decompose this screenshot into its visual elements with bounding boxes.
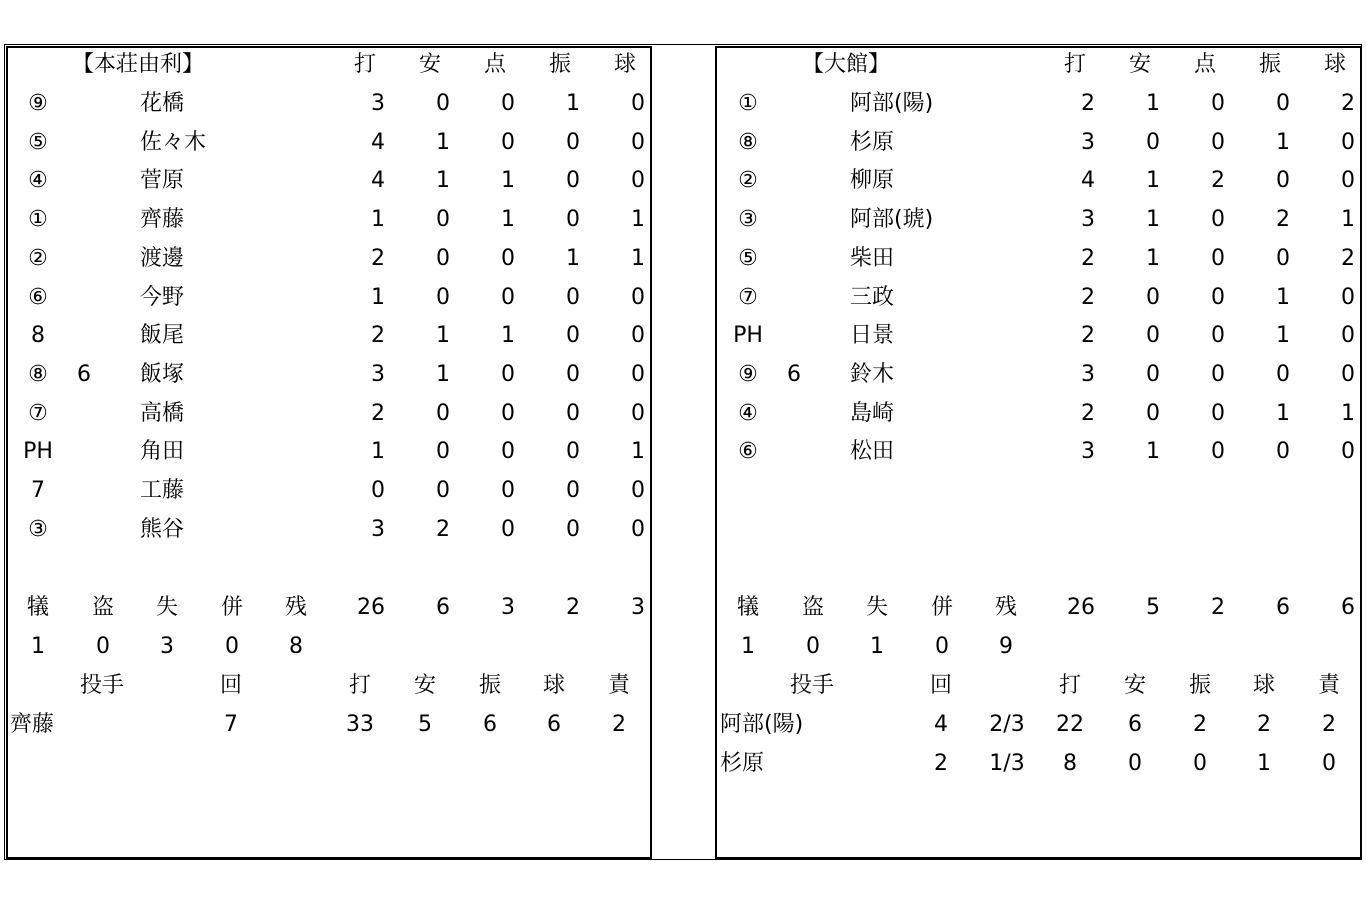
stat-header: 打	[353, 52, 376, 77]
innings-header: 回	[929, 673, 952, 698]
batting-total: 3	[631, 595, 645, 620]
player-name: 三政	[850, 284, 895, 310]
batting-stat: 0	[1146, 129, 1160, 155]
batting-total: 3	[501, 595, 515, 620]
batting-stat: 1	[1276, 129, 1290, 155]
batting-stat: 0	[1146, 400, 1160, 426]
batting-stat: 0	[1276, 361, 1290, 387]
batting-stat: 0	[436, 91, 450, 116]
batting-stat: 1	[566, 91, 580, 116]
pitcher-name: 杉原	[720, 751, 765, 776]
batting-stat: 0	[1211, 91, 1225, 116]
stat-header: 振	[548, 52, 571, 77]
batting-stat: 0	[436, 284, 450, 310]
batting-stat: 2	[1341, 245, 1355, 271]
batting-stat: 1	[436, 168, 450, 194]
summary-label: 失	[155, 595, 178, 620]
pitching-stat-header: 球	[1252, 673, 1275, 698]
player-name: 杉原	[850, 129, 895, 155]
summary-value: 0	[225, 634, 239, 659]
batting-stat: 1	[566, 245, 580, 271]
pitching-stat-header: 責	[607, 673, 630, 698]
batting-stat: 1	[631, 207, 645, 233]
batting-stat: 2	[1081, 323, 1095, 349]
batting-total: 6	[1341, 595, 1355, 620]
batting-stat: 1	[1276, 400, 1290, 426]
pitching-stat-header: 安	[1123, 673, 1146, 698]
batting-stat: 2	[1081, 284, 1095, 310]
pitching-stat: 0	[1322, 751, 1336, 776]
summary-value: 0	[806, 634, 820, 659]
pitching-stat: 6	[547, 712, 561, 737]
player-name: 日景	[850, 323, 895, 349]
batting-stat: 2	[371, 323, 385, 349]
pitching-stat: 33	[346, 712, 374, 737]
summary-label: 併	[930, 595, 953, 620]
batting-stat: 0	[1211, 361, 1225, 387]
pitching-stat-header: 安	[413, 673, 436, 698]
pitching-stat: 2	[1193, 712, 1207, 737]
batting-stat: 2	[1341, 91, 1355, 116]
batting-stat: 4	[371, 168, 385, 194]
batting-stat: 0	[501, 91, 515, 116]
player-name: 渡邊	[140, 245, 185, 271]
batting-stat: 0	[566, 361, 580, 387]
batting-stat: 1	[501, 207, 515, 233]
batting-stat: 0	[1276, 439, 1290, 465]
innings-header: 回	[219, 673, 242, 698]
batting-stat: 0	[1211, 323, 1225, 349]
summary-value: 1	[870, 634, 884, 659]
batting-stat: 0	[566, 439, 580, 465]
batting-stat: 2	[371, 245, 385, 271]
batting-order-position: 8	[31, 323, 45, 349]
stat-header: 点	[1193, 52, 1216, 77]
pitcher-name: 齊藤	[10, 712, 55, 737]
batting-order-position: ③	[28, 516, 48, 542]
batting-stat: 0	[1341, 323, 1355, 349]
batting-stat: 1	[1146, 168, 1160, 194]
batting-stat: 3	[1081, 439, 1095, 465]
player-name: 今野	[140, 284, 185, 310]
summary-value: 3	[160, 634, 174, 659]
summary-value: 1	[31, 634, 45, 659]
pitching-stat: 2	[612, 712, 626, 737]
summary-label: 犠	[26, 595, 49, 620]
pitching-stat-header: 打	[1058, 673, 1081, 698]
summary-label: 併	[220, 595, 243, 620]
batting-order-position: ②	[738, 168, 758, 194]
pitching-stat: 6	[1128, 712, 1142, 737]
batting-stat: 0	[371, 478, 385, 503]
summary-value: 0	[935, 634, 949, 659]
batting-stat: 0	[501, 284, 515, 310]
batting-stat: 2	[436, 516, 450, 542]
batting-stat: 0	[1341, 361, 1355, 387]
batting-total: 6	[436, 595, 450, 620]
batting-stat: 4	[1081, 168, 1095, 194]
batting-stat: 0	[566, 323, 580, 349]
batting-stat: 0	[1211, 129, 1225, 155]
pitching-stat: 2	[1322, 712, 1336, 737]
batting-total: 2	[1211, 595, 1225, 620]
batting-stat: 0	[566, 516, 580, 542]
batting-order-position: ⑧	[738, 129, 758, 155]
batting-order-position: ⑨	[738, 361, 758, 387]
batting-stat: 0	[631, 91, 645, 116]
batting-stat: 2	[1211, 168, 1225, 194]
batting-order-position: ③	[738, 207, 758, 233]
summary-label: 盗	[91, 595, 114, 620]
stat-header: 打	[1063, 52, 1086, 77]
stat-header: 球	[1323, 52, 1346, 77]
summary-label: 残	[284, 595, 307, 620]
pitching-stat: 0	[1193, 751, 1207, 776]
batting-stat: 3	[1081, 207, 1095, 233]
batting-stat: 3	[1081, 361, 1095, 387]
batting-stat: 0	[1341, 284, 1355, 310]
batting-stat: 0	[1341, 129, 1355, 155]
batting-stat: 0	[436, 439, 450, 465]
batting-stat: 1	[1341, 207, 1355, 233]
pitcher-innings: 7	[224, 712, 238, 737]
batting-stat: 0	[1211, 207, 1225, 233]
batting-stat: 3	[371, 516, 385, 542]
batting-stat: 1	[1146, 245, 1160, 271]
batting-order-position: ⑧	[28, 361, 48, 387]
player-name: 齊藤	[140, 207, 185, 233]
pitching-stat: 5	[418, 712, 432, 737]
summary-label: 失	[865, 595, 888, 620]
batting-stat: 0	[1341, 439, 1355, 465]
player-name: 菅原	[140, 168, 185, 194]
batting-stat: 0	[631, 516, 645, 542]
pitcher-innings-fraction: 2/3	[989, 712, 1025, 737]
player-name: 工藤	[140, 478, 185, 503]
batting-stat: 0	[1211, 245, 1225, 271]
pitcher-header: 投手	[789, 673, 834, 698]
pitcher-innings: 2	[934, 751, 948, 776]
batting-order-position: ⑨	[28, 91, 48, 116]
pitching-stat-header: 球	[542, 673, 565, 698]
batting-stat: 1	[371, 439, 385, 465]
player-name: 柳原	[850, 168, 895, 194]
pitching-stat: 6	[483, 712, 497, 737]
batting-stat: 1	[436, 361, 450, 387]
batting-order-position: ⑥	[738, 439, 758, 465]
player-name: 阿部(琥)	[850, 207, 934, 233]
batting-stat: 0	[566, 168, 580, 194]
stat-header: 振	[1258, 52, 1281, 77]
batting-order-position: ⑦	[28, 400, 48, 426]
batting-order-position: ⑦	[738, 284, 758, 310]
batting-stat: 0	[501, 245, 515, 271]
player-name: 花橋	[140, 91, 185, 116]
team-name: 【大館】	[801, 52, 890, 77]
stat-header: 点	[483, 52, 506, 77]
batting-stat: 0	[1276, 91, 1290, 116]
summary-value: 9	[999, 634, 1013, 659]
batting-stat: 2	[1276, 207, 1290, 233]
batting-order-position: ①	[28, 207, 48, 233]
player-name: 佐々木	[140, 129, 207, 155]
batting-order-position: ①	[738, 91, 758, 116]
batting-stat: 1	[501, 323, 515, 349]
batting-stat: 1	[436, 129, 450, 155]
batting-stat: 0	[1211, 400, 1225, 426]
batting-stat: 0	[1211, 284, 1225, 310]
pitcher-name: 阿部(陽)	[720, 712, 804, 737]
stat-header: 安	[1128, 52, 1151, 77]
player-name: 熊谷	[140, 516, 185, 542]
batting-stat: 1	[631, 439, 645, 465]
batting-stat: 0	[436, 478, 450, 503]
batting-total: 26	[357, 595, 385, 620]
pitcher-header: 投手	[79, 673, 124, 698]
batting-stat: 2	[1081, 400, 1095, 426]
stat-header: 安	[418, 52, 441, 77]
batting-stat: 0	[501, 129, 515, 155]
summary-label: 盗	[801, 595, 824, 620]
batting-order-position: ④	[28, 168, 48, 194]
batting-order-position: PH	[733, 323, 763, 349]
batting-stat: 4	[371, 129, 385, 155]
batting-stat: 0	[566, 400, 580, 426]
batting-stat: 2	[1081, 91, 1095, 116]
batting-stat: 0	[566, 207, 580, 233]
pitching-stat-header: 振	[1188, 673, 1211, 698]
substitute-position: 6	[77, 361, 91, 387]
batting-stat: 1	[371, 284, 385, 310]
team-name: 【本荘由利】	[71, 52, 204, 77]
player-name: 角田	[140, 439, 185, 465]
batting-order-position: ⑤	[28, 129, 48, 155]
batting-stat: 0	[1211, 439, 1225, 465]
batting-stat: 1	[1276, 284, 1290, 310]
batting-stat: 0	[436, 207, 450, 233]
batting-stat: 3	[371, 361, 385, 387]
batting-stat: 0	[631, 361, 645, 387]
batting-stat: 0	[501, 516, 515, 542]
batting-stat: 2	[1081, 245, 1095, 271]
batting-stat: 0	[631, 129, 645, 155]
player-name: 飯尾	[140, 323, 185, 349]
pitcher-innings-fraction: 1/3	[989, 751, 1025, 776]
batting-total: 2	[566, 595, 580, 620]
batting-stat: 0	[1146, 361, 1160, 387]
batting-total: 6	[1276, 595, 1290, 620]
batting-total: 26	[1067, 595, 1095, 620]
batting-stat: 0	[631, 478, 645, 503]
batting-order-position: ⑤	[738, 245, 758, 271]
batting-order-position: ②	[28, 245, 48, 271]
batting-stat: 1	[1276, 323, 1290, 349]
pitcher-innings: 4	[934, 712, 948, 737]
pitching-stat: 1	[1257, 751, 1271, 776]
batting-stat: 0	[501, 361, 515, 387]
batting-stat: 1	[1146, 207, 1160, 233]
batting-stat: 1	[1341, 400, 1355, 426]
summary-label: 残	[994, 595, 1017, 620]
batting-stat: 0	[436, 245, 450, 271]
substitute-position: 6	[787, 361, 801, 387]
pitching-stat-header: 責	[1317, 673, 1340, 698]
pitching-stat: 0	[1128, 751, 1142, 776]
player-name: 高橋	[140, 400, 185, 426]
batting-stat: 0	[1146, 284, 1160, 310]
stat-header: 球	[613, 52, 636, 77]
batting-stat: 1	[1146, 91, 1160, 116]
pitching-stat-header: 振	[478, 673, 501, 698]
batting-stat: 0	[631, 168, 645, 194]
pitching-stat-header: 打	[348, 673, 371, 698]
batting-order-position: PH	[23, 439, 53, 465]
player-name: 阿部(陽)	[850, 91, 934, 116]
batting-order-position: ⑥	[28, 284, 48, 310]
player-name: 飯塚	[140, 361, 185, 387]
batting-stat: 0	[501, 400, 515, 426]
pitching-stat: 22	[1056, 712, 1084, 737]
batting-stat: 0	[436, 400, 450, 426]
batting-stat: 0	[501, 478, 515, 503]
batting-order-position: 7	[31, 478, 45, 503]
batting-stat: 3	[1081, 129, 1095, 155]
batting-stat: 0	[1341, 168, 1355, 194]
batting-stat: 1	[1146, 439, 1160, 465]
batting-stat: 0	[501, 439, 515, 465]
batting-total: 5	[1146, 595, 1160, 620]
batting-stat: 0	[1146, 323, 1160, 349]
batting-stat: 1	[436, 323, 450, 349]
batting-stat: 1	[631, 245, 645, 271]
batting-stat: 0	[631, 323, 645, 349]
summary-value: 8	[289, 634, 303, 659]
pitching-stat: 8	[1063, 751, 1077, 776]
summary-value: 1	[741, 634, 755, 659]
batting-stat: 2	[371, 400, 385, 426]
batting-stat: 0	[631, 400, 645, 426]
batting-stat: 3	[371, 91, 385, 116]
batting-stat: 0	[1276, 245, 1290, 271]
batting-stat: 0	[631, 284, 645, 310]
batting-order-position: ④	[738, 400, 758, 426]
batting-stat: 1	[371, 207, 385, 233]
player-name: 松田	[850, 439, 895, 465]
player-name: 鈴木	[850, 361, 895, 387]
batting-stat: 0	[566, 284, 580, 310]
batting-stat: 0	[1276, 168, 1290, 194]
summary-label: 犠	[736, 595, 759, 620]
pitching-stat: 2	[1257, 712, 1271, 737]
player-name: 島崎	[850, 400, 895, 426]
batting-stat: 0	[566, 129, 580, 155]
player-name: 柴田	[850, 245, 895, 271]
batting-stat: 1	[501, 168, 515, 194]
batting-stat: 0	[566, 478, 580, 503]
summary-value: 0	[96, 634, 110, 659]
